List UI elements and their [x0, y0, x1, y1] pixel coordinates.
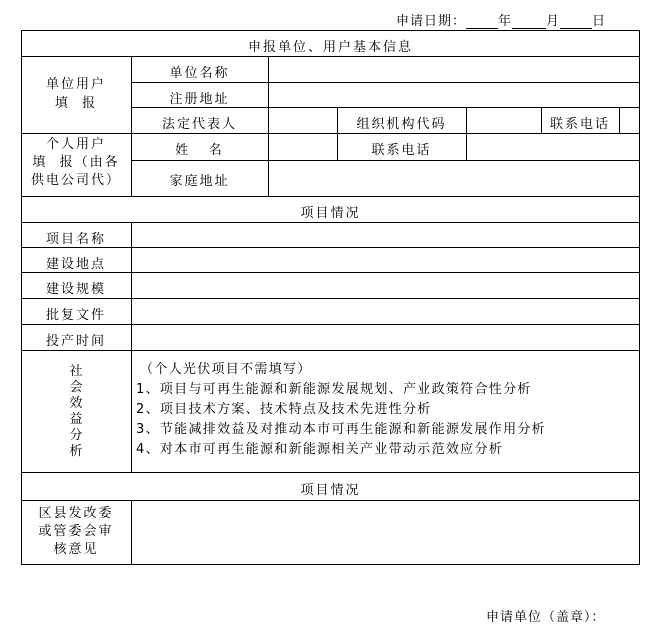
personal-user-label-line: 个人用户	[45, 137, 106, 152]
project-name-field[interactable]	[132, 223, 639, 247]
personal-user-label-line: 填 报（由各	[32, 155, 120, 170]
contact-phone-2-field[interactable]	[467, 134, 639, 160]
unit-user-label-line: 单位用户	[45, 77, 106, 92]
home-address-label: 家庭地址	[169, 174, 230, 189]
review-label-line: 区县发改委	[38, 506, 114, 521]
social-benefit-label-char: 效	[69, 396, 83, 411]
registered-address-label: 注册地址	[169, 92, 230, 107]
contact-phone-label: 联系电话	[549, 117, 610, 132]
construction-scale-label: 建设规模	[45, 282, 106, 297]
date-label: 申请日期：	[396, 14, 467, 29]
personal-user-label	[21, 136, 131, 190]
social-benefit-label-char: 析	[69, 444, 83, 459]
review-section-header: 项目情况	[300, 483, 361, 498]
applicant-seal-label: 申请单位（盖章）：	[486, 610, 606, 625]
social-benefit-note: （个人光伏项目不需填写）	[140, 362, 312, 377]
row-divider	[21, 196, 640, 197]
construction-site-label: 建设地点	[45, 257, 106, 272]
basic-info-header: 申报单位、用户基本信息	[247, 40, 413, 55]
home-address-field[interactable]	[269, 161, 639, 196]
production-date-field[interactable]	[132, 325, 639, 350]
unit-name-label: 单位名称	[169, 66, 230, 81]
social-benefit-label-char: 会	[69, 380, 83, 395]
legal-representative-field[interactable]	[269, 108, 337, 133]
review-opinion-field[interactable]	[132, 501, 639, 564]
day-label: 日	[592, 14, 607, 29]
construction-scale-field[interactable]	[132, 273, 639, 298]
personal-user-label-line: 供电公司代）	[30, 173, 121, 188]
review-label-line: 核意见	[53, 542, 99, 557]
org-code-field[interactable]	[467, 108, 541, 133]
approval-document-field[interactable]	[132, 299, 639, 324]
registered-address-field[interactable]	[269, 83, 639, 107]
production-date-label: 投产时间	[45, 334, 106, 349]
project-section-header: 项目情况	[300, 206, 361, 221]
name-field[interactable]	[269, 134, 337, 160]
social-benefit-item: 3、节能减排效益及对推动本市可再生能源和新能源发展作用分析	[136, 422, 546, 437]
social-benefit-label	[69, 364, 83, 460]
social-benefit-item: 2、项目技术方案、技术特点及技术先进性分析	[136, 402, 432, 417]
contact-phone-2-label: 联系电话	[371, 143, 432, 158]
row-divider	[21, 350, 640, 351]
social-benefit-item: 4、对本市可再生能源和新能源相关产业带动示范效应分析	[136, 442, 504, 457]
unit-name-field[interactable]	[269, 57, 639, 82]
social-benefit-label-char: 分	[69, 428, 83, 443]
name-label: 姓 名	[175, 143, 224, 158]
unit-user-label-line: 填 报	[54, 96, 98, 111]
row-divider	[21, 472, 640, 473]
construction-site-field[interactable]	[132, 248, 639, 272]
social-benefit-content[interactable]	[136, 360, 546, 460]
review-opinion-label	[21, 505, 131, 559]
project-name-label: 项目名称	[45, 232, 106, 247]
org-code-label: 组织机构代码	[356, 117, 447, 132]
review-label-line: 或管委会审	[38, 524, 114, 539]
year-label: 年	[498, 14, 513, 29]
social-benefit-label-char: 益	[69, 412, 83, 427]
row-divider	[131, 107, 640, 108]
unit-user-label	[21, 75, 131, 113]
approval-document-label: 批复文件	[45, 308, 106, 323]
contact-phone-field[interactable]	[620, 108, 639, 133]
social-benefit-item: 1、项目与可再生能源和新能源发展规划、产业政策符合性分析	[136, 382, 532, 397]
social-benefit-label-char: 社	[69, 364, 83, 379]
legal-representative-label: 法定代表人	[161, 117, 237, 132]
month-label: 月	[546, 14, 561, 29]
